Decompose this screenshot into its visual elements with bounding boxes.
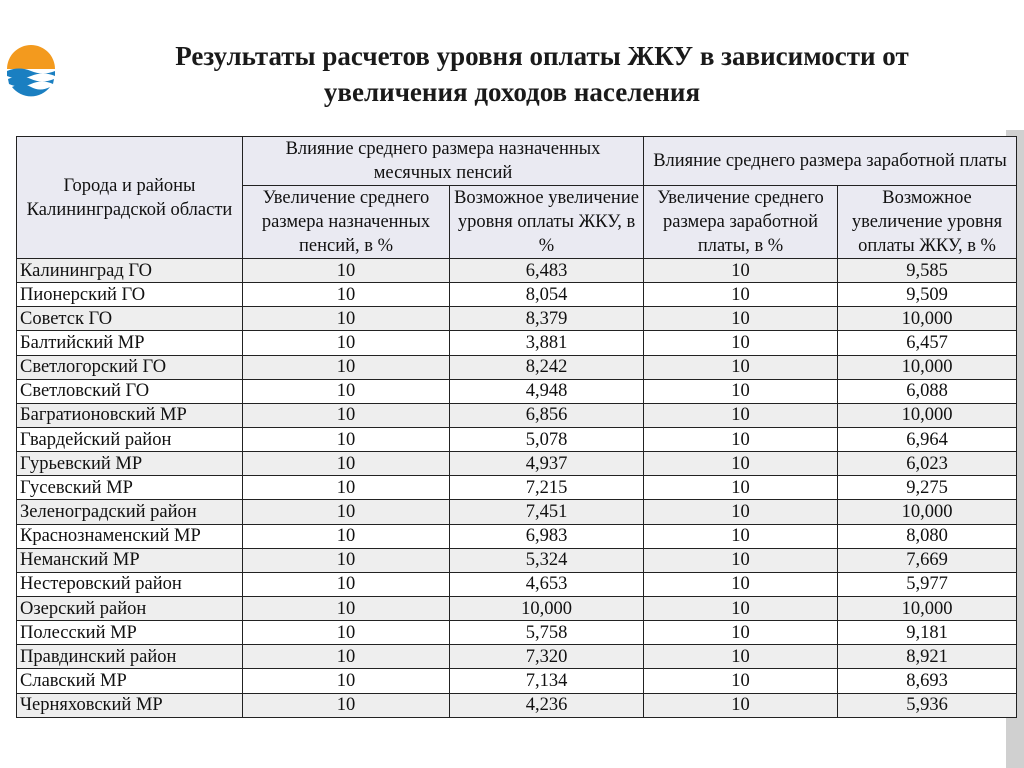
pension-effect-cell: 7,215 (450, 476, 644, 500)
page-title (60, 38, 1024, 110)
table-row (17, 259, 1017, 283)
pension-effect-cell: 10,000 (450, 596, 644, 620)
city-cell: Неманский МР (17, 548, 243, 572)
salary-increase-cell: 10 (644, 403, 838, 427)
salary-increase-cell: 10 (644, 548, 838, 572)
salary-increase-cell: 10 (644, 645, 838, 669)
salary-increase-cell: 10 (644, 621, 838, 645)
pension-effect-cell: 6,483 (450, 259, 644, 283)
table-row (17, 669, 1017, 693)
pension-effect-cell: 4,236 (450, 693, 644, 717)
table-row (17, 283, 1017, 307)
pension-effect-cell: 7,451 (450, 500, 644, 524)
pension-increase-cell: 10 (243, 403, 450, 427)
salary-increase-cell: 10 (644, 669, 838, 693)
header-pension-increase: Увеличение среднего размера назначенных пенсий, в % (243, 186, 450, 259)
city-cell: Озерский район (17, 596, 243, 620)
salary-increase-cell: 10 (644, 500, 838, 524)
salary-effect-cell: 10,000 (838, 355, 1017, 379)
salary-increase-cell: 10 (644, 379, 838, 403)
results-table (16, 136, 1017, 718)
table-row (17, 403, 1017, 427)
pension-increase-cell: 10 (243, 379, 450, 403)
city-cell: Светловский ГО (17, 379, 243, 403)
table-row (17, 572, 1017, 596)
pension-effect-cell: 5,078 (450, 427, 644, 451)
header-salary-effect: Возможное увеличение уровня оплаты ЖКУ, в % (838, 186, 1017, 259)
salary-effect-cell: 5,936 (838, 693, 1017, 717)
title-line-1: Результаты расчетов уровня оплаты ЖКУ в зависимости от (175, 41, 909, 71)
city-cell: Правдинский район (17, 645, 243, 669)
salary-increase-cell: 10 (644, 307, 838, 331)
table-row (17, 427, 1017, 451)
pension-increase-cell: 10 (243, 596, 450, 620)
salary-increase-cell: 10 (644, 476, 838, 500)
pension-effect-cell: 8,242 (450, 355, 644, 379)
pension-effect-cell: 4,948 (450, 379, 644, 403)
table-row (17, 548, 1017, 572)
pension-effect-cell: 6,856 (450, 403, 644, 427)
salary-effect-cell: 6,457 (838, 331, 1017, 355)
pension-effect-cell: 3,881 (450, 331, 644, 355)
salary-increase-cell: 10 (644, 524, 838, 548)
city-cell: Советск ГО (17, 307, 243, 331)
table-row (17, 307, 1017, 331)
pension-increase-cell: 10 (243, 621, 450, 645)
city-cell: Черняховский МР (17, 693, 243, 717)
header-salary-increase: Увеличение среднего размера заработной платы, в % (644, 186, 838, 259)
salary-effect-cell: 9,181 (838, 621, 1017, 645)
salary-effect-cell: 10,000 (838, 307, 1017, 331)
salary-increase-cell: 10 (644, 693, 838, 717)
table-row (17, 524, 1017, 548)
salary-effect-cell: 10,000 (838, 500, 1017, 524)
city-cell: Светлогорский ГО (17, 355, 243, 379)
pension-increase-cell: 10 (243, 645, 450, 669)
city-cell: Краснознаменский МР (17, 524, 243, 548)
city-cell: Пионерский ГО (17, 283, 243, 307)
salary-effect-cell: 5,977 (838, 572, 1017, 596)
pension-increase-cell: 10 (243, 452, 450, 476)
pension-increase-cell: 10 (243, 693, 450, 717)
city-cell: Гусевский МР (17, 476, 243, 500)
table-row (17, 331, 1017, 355)
city-cell: Нестеровский район (17, 572, 243, 596)
salary-increase-cell: 10 (644, 596, 838, 620)
table-row (17, 379, 1017, 403)
salary-effect-cell: 7,669 (838, 548, 1017, 572)
city-cell: Гвардейский район (17, 427, 243, 451)
salary-increase-cell: 10 (644, 283, 838, 307)
header-group-pension: Влияние среднего размера назначенных месячных пенсий (243, 137, 644, 186)
salary-effect-cell: 6,964 (838, 427, 1017, 451)
city-cell: Багратионовский МР (17, 403, 243, 427)
pension-effect-cell: 8,054 (450, 283, 644, 307)
pension-effect-cell: 5,324 (450, 548, 644, 572)
salary-effect-cell: 8,080 (838, 524, 1017, 548)
pension-increase-cell: 10 (243, 500, 450, 524)
pension-effect-cell: 5,758 (450, 621, 644, 645)
pension-increase-cell: 10 (243, 524, 450, 548)
pension-increase-cell: 10 (243, 283, 450, 307)
pension-effect-cell: 6,983 (450, 524, 644, 548)
salary-increase-cell: 10 (644, 259, 838, 283)
pension-increase-cell: 10 (243, 548, 450, 572)
salary-increase-cell: 10 (644, 427, 838, 451)
table-row (17, 645, 1017, 669)
header-pension-effect: Возможное увеличение уровня оплаты ЖКУ, в % (450, 186, 644, 259)
title-line-2: увеличения доходов населения (323, 77, 701, 107)
pension-increase-cell: 10 (243, 427, 450, 451)
sun-wave-logo-icon (2, 38, 60, 98)
header-group-salary: Влияние среднего размера заработной платы (644, 137, 1017, 186)
salary-increase-cell: 10 (644, 331, 838, 355)
pension-increase-cell: 10 (243, 572, 450, 596)
table-row (17, 693, 1017, 717)
salary-effect-cell: 6,088 (838, 379, 1017, 403)
table-row (17, 596, 1017, 620)
city-cell: Зеленоградский район (17, 500, 243, 524)
pension-effect-cell: 4,653 (450, 572, 644, 596)
salary-effect-cell: 9,509 (838, 283, 1017, 307)
pension-increase-cell: 10 (243, 669, 450, 693)
pension-increase-cell: 10 (243, 259, 450, 283)
salary-effect-cell: 8,921 (838, 645, 1017, 669)
city-cell: Калининград ГО (17, 259, 243, 283)
header-city: Города и районы Калининградской области (17, 137, 243, 259)
table-row (17, 355, 1017, 379)
pension-effect-cell: 8,379 (450, 307, 644, 331)
city-cell: Гурьевский МР (17, 452, 243, 476)
salary-effect-cell: 9,275 (838, 476, 1017, 500)
salary-effect-cell: 10,000 (838, 596, 1017, 620)
salary-effect-cell: 8,693 (838, 669, 1017, 693)
salary-effect-cell: 9,585 (838, 259, 1017, 283)
table-row (17, 476, 1017, 500)
pension-effect-cell: 4,937 (450, 452, 644, 476)
pension-increase-cell: 10 (243, 355, 450, 379)
city-cell: Балтийский МР (17, 331, 243, 355)
salary-effect-cell: 10,000 (838, 403, 1017, 427)
pension-increase-cell: 10 (243, 307, 450, 331)
salary-increase-cell: 10 (644, 355, 838, 379)
pension-effect-cell: 7,134 (450, 669, 644, 693)
salary-effect-cell: 6,023 (838, 452, 1017, 476)
table-row (17, 452, 1017, 476)
salary-increase-cell: 10 (644, 572, 838, 596)
table-row (17, 621, 1017, 645)
salary-increase-cell: 10 (644, 452, 838, 476)
table-row (17, 500, 1017, 524)
pension-effect-cell: 7,320 (450, 645, 644, 669)
city-cell: Славский МР (17, 669, 243, 693)
pension-increase-cell: 10 (243, 331, 450, 355)
city-cell: Полесский МР (17, 621, 243, 645)
pension-increase-cell: 10 (243, 476, 450, 500)
